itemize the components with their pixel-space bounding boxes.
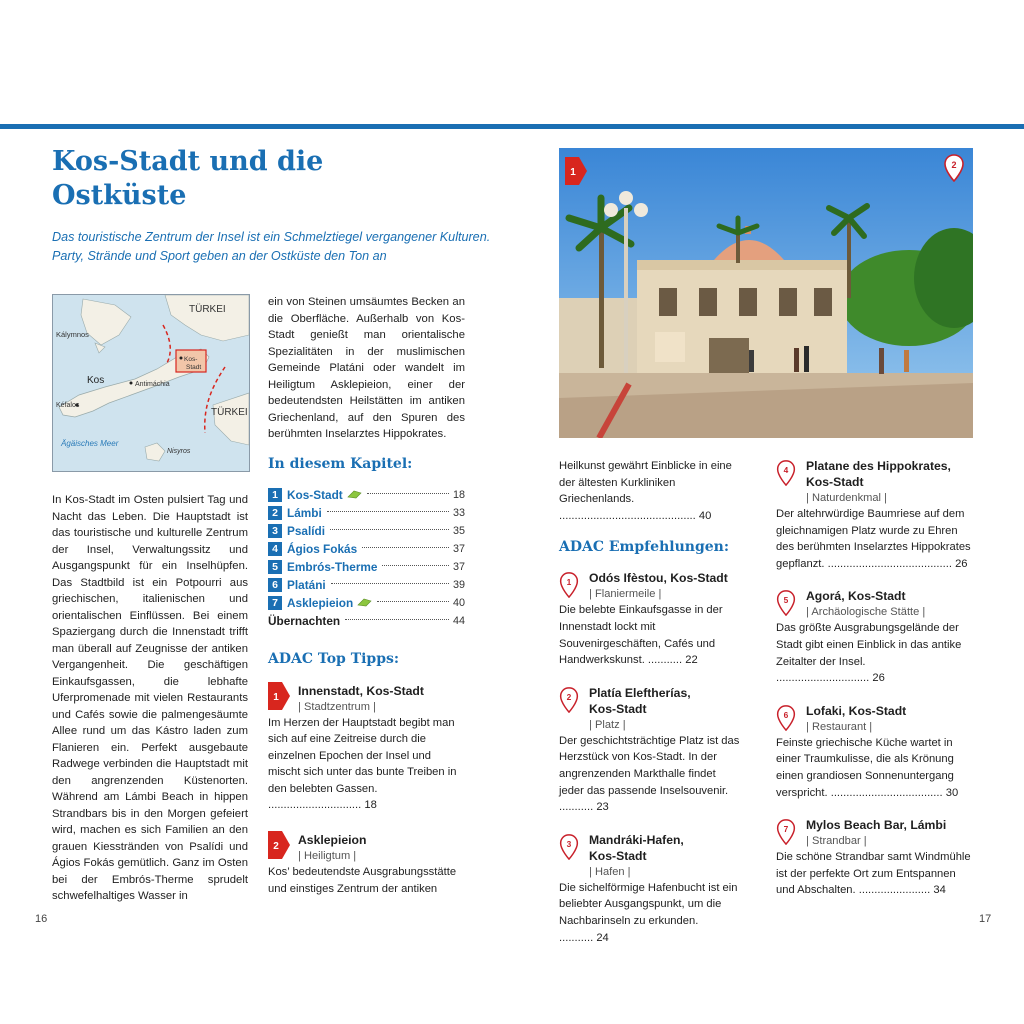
recommendation-text: Die belebte Einkaufsgasse in der Innenstadt lockt mit Souvenirgeschäften, Cafés und Handwerkskunst. ........... 22 — [559, 604, 723, 667]
toc-number: 4 — [268, 542, 282, 556]
toc-leader — [382, 564, 449, 566]
recommendation-category: | Strandbar | — [806, 835, 867, 848]
kos-mosque-photo — [559, 148, 973, 438]
svg-text:5: 5 — [783, 595, 789, 606]
toc-leader — [330, 528, 449, 530]
body-text-1: In Kos-Stadt im Osten pulsiert Tag und Nacht das Leben. Die Hauptstadt ist das touristische und kulturelle Zentrum der Insel, Verwaltungssitz und Ausgangspunkt für ein Inselhüpfen. Das Stadtbild ist ein Potpourri aus griechischen, italienischen und orientalischen Einflüssen. Bei einem Spaziergang durch die Innenstadt trifft man überall auf Zeugnisse der antiken Vergangenheit. Die geschäftigen Einkaufsgassen, die lebhafte Uferpromenade mit vielen Restaurants und Cafés sowie die palmengesäumte Allee rund um das Kástro laden zum Flanieren ein. Perfekt ausgebaute Radwege verbinden die Hauptstadt mit den angrenzenden Küstenorten. Während am Lámbi Beach in hippen Strandbars bis in den Morgen gefeiert wird, machen es sich Familien an den grauen Kiesstränden von Psalídi und Ágios Fokás gemütlich. Ganz im Osten bei der Embrós-Therme sprudelt schwefelhaltiges Wasser in — [52, 494, 248, 902]
svg-text:Antimáchia: Antimáchia — [135, 381, 170, 388]
svg-text:TÜRKEI: TÜRKEI — [189, 304, 226, 315]
svg-text:3: 3 — [566, 838, 572, 849]
top-tip-title: Asklepieion — [298, 833, 367, 848]
recommendation-pin-icon — [559, 687, 579, 713]
recommendation-text: Der geschichtsträchtige Platz ist das Herzstück von Kos-Stadt. In der angrenzenden Markthalle findet jeder das passende Inselsouvenir. ........... 23 — [559, 734, 740, 814]
recommendation-category: | Naturdenkmal | — [806, 492, 887, 504]
toc-page: 40 — [452, 596, 465, 609]
toc-item[interactable] — [268, 504, 465, 522]
toc-leader — [345, 618, 449, 620]
toc-leader — [327, 510, 449, 512]
recommendation-title: Platía Eleftherías, Kos-Stadt — [589, 685, 691, 716]
recommendation-entry — [776, 817, 973, 899]
recommendation-pin-icon — [559, 572, 579, 598]
locator-map-svg — [53, 295, 249, 471]
toc-name: Lámbi — [287, 505, 322, 520]
toc-item[interactable] — [268, 594, 465, 612]
toc-name: Kos-Stadt — [287, 487, 343, 502]
photo-tip-flag-icon — [565, 157, 587, 185]
recommendation-category: | Archäologische Stätte | — [806, 606, 926, 619]
toc-page: 18 — [452, 488, 465, 501]
top-tip-category: | Heiligtum | — [298, 850, 357, 863]
recommendation-category: | Flaniermeile | — [589, 588, 662, 601]
toc-number: 3 — [268, 524, 282, 538]
svg-text:Stadt: Stadt — [186, 364, 202, 371]
top-tip-category: | Stadtzentrum | — [298, 700, 376, 713]
top-tip-flag-icon — [268, 682, 290, 710]
toc-number: 1 — [268, 488, 282, 502]
svg-text:2: 2 — [273, 841, 279, 853]
toc-item[interactable] — [268, 522, 465, 540]
chapter-toc-heading: In diesem Kapitel: — [268, 455, 413, 472]
toc-item[interactable] — [268, 486, 465, 504]
recommendation-entry — [776, 458, 973, 572]
chapter-title-line2: Ostküste — [52, 180, 187, 211]
recommendation-entry — [559, 685, 743, 816]
top-tip-text: Im Herzen der Hauptstadt begibt man sich auf eine Zeitreise durch die einzelnen Epochen der Insel und mischt sich unter das bunte Treiben in den belebten Gassen. .............................. 18 — [268, 716, 457, 812]
locator-map — [52, 294, 250, 472]
recommendation-title: Platane des Hippokrates, Kos-Stadt — [806, 459, 951, 489]
toc-page: 33 — [452, 506, 465, 519]
body-text-2: ein von Steinen umsäumtes Becken an die Oberfläche. Außerhalb von Kos-Stadt genießt man orientalische Spezialitäten in der muslimischen Gemeinde Platáni oder wandelt im Heiligtum Asklepieion, einer der bedeutendsten Heilstätten im antiken Griechenland, auf den Spuren des berühmten Inselarztes Hippokrates. — [268, 296, 465, 440]
page-number-right: 17 — [979, 913, 992, 925]
top-blue-rule — [0, 124, 1024, 129]
top-tip-flag-icon — [268, 831, 290, 859]
toc-item[interactable] — [268, 540, 465, 558]
recommendation-entry — [776, 703, 973, 801]
toc-item[interactable] — [268, 576, 465, 594]
top-tips-heading: ADAC Top Tipps: — [268, 650, 400, 667]
toc-leader — [331, 582, 449, 584]
toc-name: Übernachten — [268, 613, 341, 628]
chapter-title-line1: Kos-Stadt und die — [52, 146, 324, 177]
recommendation-category: | Restaurant | — [806, 720, 873, 733]
top-tip-entry — [268, 683, 465, 815]
recommendation-pin-icon — [559, 834, 579, 860]
toc-number: 6 — [268, 578, 282, 592]
toc-name: Platáni — [287, 577, 326, 592]
recommendation-title: Mylos Beach Bar, Lámbi — [806, 818, 947, 833]
toc-item[interactable] — [268, 558, 465, 576]
svg-text:Kéfalos: Kéfalos — [56, 402, 80, 409]
toc-page: 37 — [452, 560, 465, 573]
top-tip-entry — [268, 832, 465, 897]
recommendation-text: Der altehrwürdige Baumriese auf dem gleichnamigen Platz wurde zu Ehren des berühmten Inselarztes Hippokrates gepflanzt. ........................................ 26 — [776, 508, 971, 570]
svg-text:Nisyros: Nisyros — [167, 448, 191, 455]
svg-text:1: 1 — [570, 167, 576, 178]
svg-text:2: 2 — [951, 160, 957, 170]
toc-leader — [377, 600, 449, 602]
toc-page: 35 — [452, 524, 465, 537]
recommendation-category: | Platz | — [589, 718, 626, 731]
chapter-title — [52, 145, 512, 213]
chapter-toc — [268, 486, 465, 630]
tip-leaf-icon — [347, 490, 362, 499]
toc-name: Embrós-Therme — [287, 559, 378, 574]
recommendation-text: Die sichelförmige Hafenbucht ist ein beliebter Ausgangspunkt, um die Nachbarinseln zu erkunden. ........... 24 — [559, 881, 738, 944]
body-column-1 — [52, 492, 248, 905]
toc-name: Psalídi — [287, 523, 326, 538]
toc-number: 5 — [268, 560, 282, 574]
svg-text:7: 7 — [783, 824, 789, 835]
toc-number: 7 — [268, 596, 282, 610]
chapter-intro: Das touristische Zentrum der Insel ist ein Schmelztiegel vergangener Kulturen. Party, Strände und Sport geben an der Ostküste den Ton an — [52, 230, 491, 263]
toc-name: Asklepieion — [287, 595, 354, 610]
recommendation-pin-icon — [776, 705, 796, 731]
body-column-3 — [559, 458, 743, 946]
body-column-2 — [268, 294, 465, 897]
toc-leader — [362, 546, 449, 548]
tip-leaf-icon — [357, 598, 372, 607]
svg-text:6: 6 — [783, 709, 789, 720]
recommendation-pin-icon — [776, 460, 796, 486]
recommendation-text: Die schöne Strandbar samt Windmühle ist der perfekte Ort zum Entspannen und Abschalten. ....................... 34 — [776, 851, 971, 897]
recommendation-entry — [559, 832, 743, 946]
photo-recommendation-pin-icon — [944, 154, 964, 182]
top-tip-text: Kos’ bedeutendste Ausgrabungsstätte und einstiges Zentrum der antiken — [268, 866, 457, 895]
svg-text:2: 2 — [566, 691, 572, 702]
toc-leader — [367, 492, 449, 494]
toc-name: Ágios Fokás — [287, 541, 358, 556]
recommendation-title: Agorá, Kos-Stadt — [806, 589, 906, 604]
recommendation-entry — [776, 588, 973, 686]
body-column-4 — [776, 458, 973, 899]
svg-text:1: 1 — [566, 577, 572, 588]
recommendation-title: Mandráki-Hafen, Kos-Stadt — [589, 832, 684, 863]
recommendations-heading: ADAC Empfehlungen: — [559, 539, 729, 556]
svg-text:TÜRKEI: TÜRKEI — [211, 407, 248, 418]
recommendation-pin-icon — [776, 819, 796, 845]
top-tip-text-continued: Heilkunst gewährt Einblicke in eine der ältesten Kurkliniken Griechenlands. ............................................ 40 — [559, 460, 732, 522]
svg-text:4: 4 — [783, 465, 789, 475]
svg-text:1: 1 — [273, 691, 279, 703]
svg-text:Kálymnos: Kálymnos — [56, 330, 89, 339]
recommendation-category: | Hafen | — [589, 865, 631, 878]
page-number-left: 16 — [35, 913, 48, 925]
toc-page: 39 — [452, 578, 465, 591]
recommendation-text: Das größte Ausgrabungsgelände der Stadt gibt einen Einblick in das antike Zeitalter der Insel. .............................. 26 — [776, 622, 962, 685]
recommendation-pin-icon — [776, 590, 796, 616]
recommendation-entry — [559, 570, 743, 668]
svg-text:Ägäisches Meer: Ägäisches Meer — [61, 439, 119, 448]
recommendation-title: Lofaki, Kos-Stadt — [806, 703, 907, 718]
svg-text:Kos: Kos — [87, 375, 105, 386]
toc-item-overnight[interactable] — [268, 612, 465, 630]
toc-page: 37 — [452, 542, 465, 555]
top-tip-title: Innenstadt, Kos-Stadt — [298, 683, 424, 698]
recommendation-title: Odós Ifèstou, Kos-Stadt — [589, 571, 728, 586]
photo-illustration — [559, 148, 973, 438]
toc-page: 44 — [452, 614, 465, 627]
toc-number: 2 — [268, 506, 282, 520]
recommendation-text: Feinste griechische Küche wartet in einer Traumkulisse, die als Krönung einen grandiosen Sonnenuntergang verspricht. .................................... 30 — [776, 736, 959, 799]
svg-text:Kos-: Kos- — [184, 356, 198, 363]
